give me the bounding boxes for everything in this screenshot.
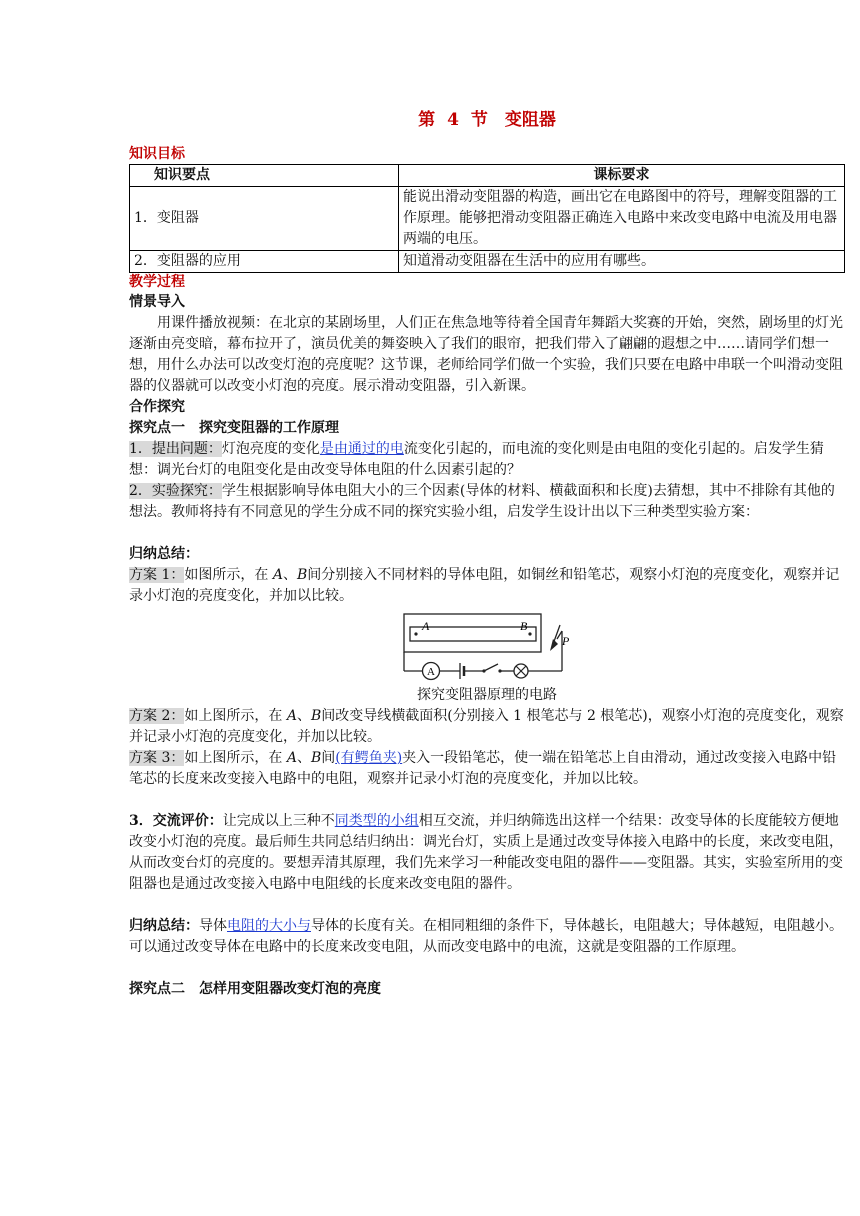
document-page (129, 110, 845, 1000)
point-a-label: A (422, 619, 430, 633)
item3-label: 3．交流评价： (129, 813, 223, 829)
item1-link[interactable]: 是由通过的电 (319, 441, 404, 457)
item3-paragraph (129, 811, 845, 895)
summary2-paragraph (129, 916, 845, 958)
slider-p-label: P (562, 634, 570, 648)
intro-paragraph: 用课件播放视频：在北京的某剧场里，人们正在焦急地等待着全国青年舞蹈大奖赛的开始，突然，剧场里的灯光逐渐由亮变暗，幕布拉开了，演员优美的舞姿映入了我们的眼帘，把我们带入了翩翩的遐想之中……请同学们想一想，用什么办法可以改变灯泡的亮度呢？这节课，老师给同学们做一个实验，我们只要在电路中串联一个叫滑动变阻器的仪器就可以改变小灯泡的亮度。展示滑动变阻器，引入新课。 (129, 315, 843, 394)
plan3-text: 如上图所示，在 (184, 750, 287, 766)
label-a: A (286, 708, 297, 724)
summary2-label: 归纳总结： (129, 918, 199, 934)
plan3-text-mid: 间 (321, 750, 336, 766)
sep: 、 (296, 750, 311, 766)
sep: 、 (296, 708, 311, 724)
table-header-point: 知识要点 (130, 165, 399, 187)
summary-heading: 归纳总结： (129, 546, 199, 562)
circuit-figure (129, 611, 845, 685)
slider-arrow-icon (550, 639, 558, 651)
plan1-paragraph (129, 565, 845, 607)
plan2-label: 方案 2： (129, 708, 185, 724)
item1-label: 1．提出问题： (129, 441, 222, 457)
plan1-label: 方案 1： (129, 567, 185, 583)
item3-text-rest: 相互交流，并归纳筛选出这样一个结果：改变导体的长度能较方便地改变小灯泡的亮度。最后师生共同总结归纳出：调光台灯，实质上是通过改变导体接入电路中的长度，来改变电阻，从而改变台灯的亮度的。要想弄清其原理，我们先来学习一种能改变电阻的器件——变阻器。其实，实验室所用的变阻器也是通过改变接入电路中电阻线的长度来改变电阻的器件。 (129, 813, 843, 892)
item1-text-rest: 流变化引起的，而电流的变化则是由电阻的变化引起的。启发学生猜想：调光台灯的电阻变化是由改变导体电阻的什么因素引起的？ (129, 441, 824, 478)
sep: 、 (282, 567, 297, 583)
table-cell-requirement: 知道滑动变阻器在生活中的应用有哪些。 (399, 251, 845, 273)
plan3-text-rest: 夹入一段铅笔芯，使一端在铅笔芯上自由滑动，通过改变接入电路中铅笔芯的长度来改变接入电路中的电阻，观察并记录小灯泡的亮度变化，并加以比较。 (129, 750, 837, 787)
summary2-link[interactable]: 电阻的大小与 (227, 918, 311, 934)
table-row (130, 187, 845, 251)
summary2-text: 导体 (199, 918, 227, 934)
item3-text: 让完成以上三种不 (222, 813, 335, 829)
point-b-label: B (520, 619, 528, 633)
item1-text: 灯泡亮度的变化 (221, 441, 320, 457)
table-cell-requirement: 能说出滑动变阻器的构造，画出它在电路图中的符号，理解变阻器的工作原理。能够把滑动变阻器正确连入电路中来改变电路中电流及用电器两端的电压。 (399, 187, 845, 251)
plan2-paragraph (129, 706, 845, 748)
plan1-text: 如图所示，在 (184, 567, 273, 583)
table-row (130, 251, 845, 273)
table-cell-point: 1．变阻器 (130, 187, 399, 251)
plan3-link[interactable]: (有鳄鱼夹) (335, 750, 403, 766)
objectives-heading: 知识目标 (129, 146, 185, 162)
table-header-row (130, 165, 845, 187)
item2-label: 2．实验探究： (129, 483, 222, 499)
table-header-requirement: 课标要求 (399, 165, 845, 187)
label-a: A (272, 567, 283, 583)
point1-heading: 探究点一 探究变阻器的工作原理 (129, 420, 339, 436)
plan3-paragraph (129, 748, 845, 790)
intro-heading: 情景导入 (129, 294, 185, 310)
objectives-table (129, 164, 845, 273)
page-title: 第 4 节 变阻器 (418, 110, 556, 130)
item3-link[interactable]: 同类型的小组 (334, 813, 419, 829)
table-cell-point: 2．变阻器的应用 (130, 251, 399, 273)
label-b: B (310, 708, 322, 724)
circuit-diagram (402, 611, 572, 685)
label-a: A (286, 750, 297, 766)
summary2-text-rest: 导体的长度有关。在相同粗细的条件下，导体越长，电阻越大；导体越短，电阻越小。可以通过改变导体在电路中的长度来改变电阻，从而改变电路中的电流，这就是变阻器的工作原理。 (129, 918, 843, 955)
item1-paragraph (129, 439, 845, 481)
ammeter-label: A (427, 666, 435, 678)
item2-paragraph (129, 481, 845, 523)
plan1-text-rest: 间分别接入不同材料的导体电阻，如铜丝和铅笔芯，观察小灯泡的亮度变化，观察并记录小灯泡的亮度变化，并加以比较。 (129, 567, 840, 604)
point2-heading: 探究点二 怎样用变阻器改变灯泡的亮度 (129, 981, 381, 997)
label-b: B (296, 567, 308, 583)
plan2-text-rest: 间改变导线横截面积(分别接入 1 根笔芯与 2 根笔芯)，观察小灯泡的亮度变化，观察并记录小灯泡的亮度变化，并加以比较。 (129, 708, 844, 745)
label-b: B (310, 750, 322, 766)
plan3-label: 方案 3： (129, 750, 185, 766)
item2-text: 学生根据影响导体电阻大小的三个因素(导体的材料、横截面积和长度)去猜想，其中不排除有其他的想法。教师将持有不同意见的学生分成不同的探究实验小组，启发学生设计出以下三种类型实验方案： (129, 483, 835, 520)
plan2-text: 如上图所示，在 (184, 708, 287, 724)
coop-heading: 合作探究 (129, 399, 185, 415)
figure-caption: 探究变阻器原理的电路 (417, 687, 557, 703)
process-heading: 教学过程 (129, 274, 185, 290)
